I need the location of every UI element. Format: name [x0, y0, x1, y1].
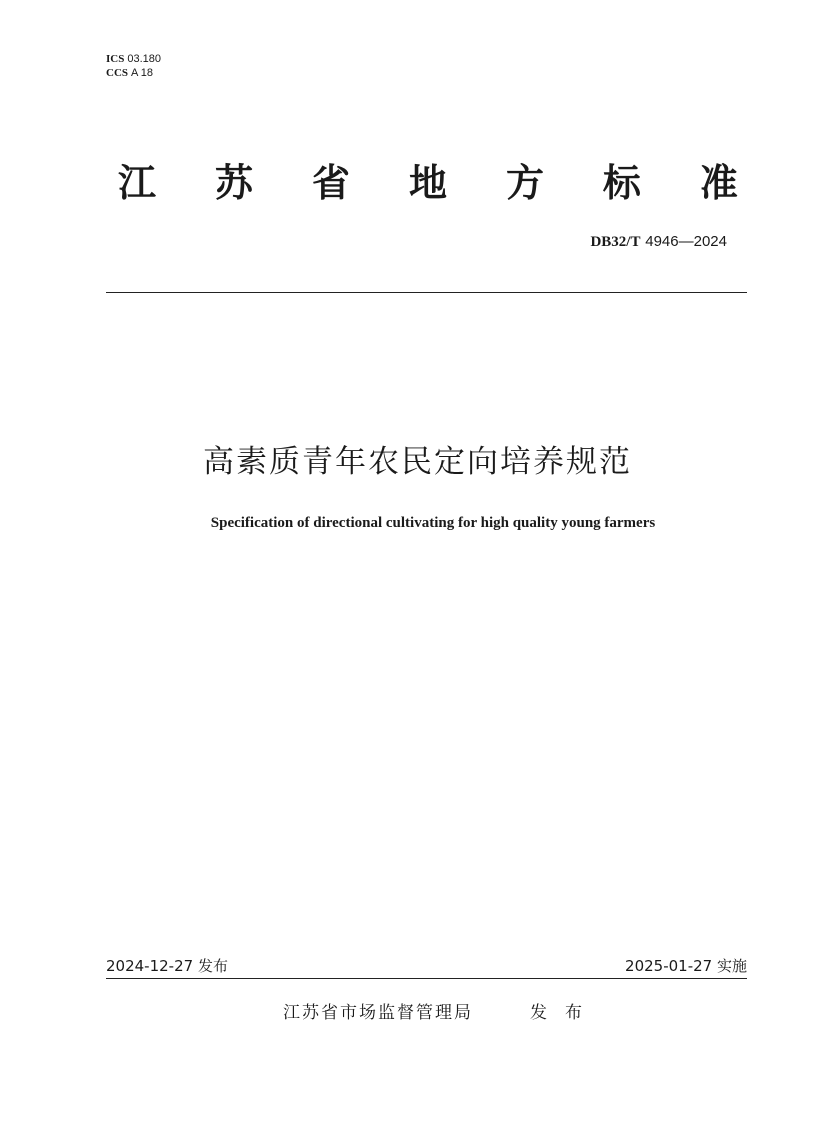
bottom-divider [106, 978, 747, 979]
top-divider [106, 292, 747, 293]
implementation-date: 2025-01-27 实施 [625, 957, 747, 975]
ccs-label: CCS [106, 67, 129, 79]
standard-type-char: 方 [505, 161, 544, 205]
issue-date: 2024-12-27 发布 [106, 957, 228, 975]
ccs-code [106, 66, 161, 80]
issue-action: 发布 [530, 1003, 600, 1023]
standard-type-char: 地 [408, 161, 447, 205]
title-english: Specification of directional cultivating for high quality young farmers [210, 515, 656, 531]
standard-type-char: 江 [118, 161, 157, 205]
standard-type-char: 准 [699, 161, 738, 205]
ics-code [106, 52, 161, 66]
standard-number [590, 232, 727, 251]
standard-type-char: 省 [311, 161, 350, 205]
standard-type-char: 标 [602, 161, 641, 205]
ics-label: ICS [106, 53, 125, 65]
standard-type-char: 苏 [214, 161, 253, 205]
title-chinese: 高素质青年农民定向培养规范 [203, 444, 632, 480]
ics-value: 03.180 [127, 53, 161, 65]
classification-codes [106, 52, 161, 80]
standard-number-value: 4946—2024 [645, 233, 727, 250]
issuing-authority: 江苏省市场监督管理局 [283, 1003, 473, 1023]
standard-type-heading [118, 158, 738, 208]
ccs-value: A 18 [131, 67, 154, 79]
standard-code: DB32/T [590, 234, 641, 250]
